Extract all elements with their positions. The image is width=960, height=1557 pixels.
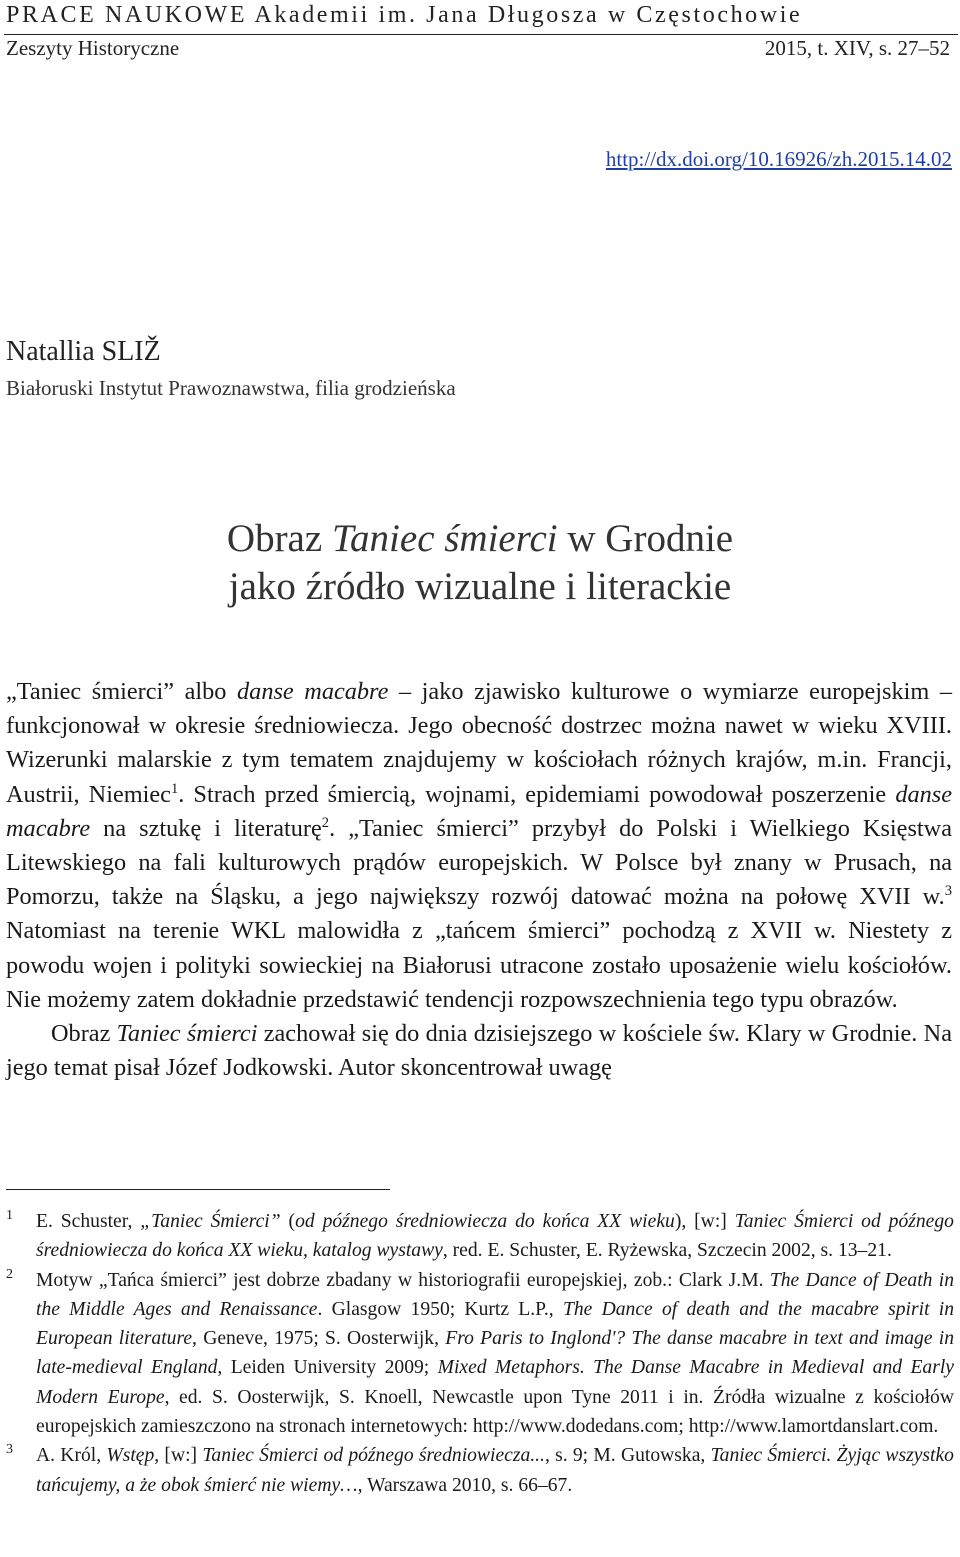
author-affiliation: Białoruski Instytut Prawoznawstwa, filia grodzieńska xyxy=(6,376,456,400)
footnote-ref-2[interactable]: 2 xyxy=(321,814,330,831)
footnote-3: 3 A. Król, Wstęp, [w:] Taniec Śmierci od późnego średniowiecza..., s. 9; M. Gutowska, Taniec Śmierci. Żyjąc wszystko tańcujemy, a że obok śmierć nie wiemy…, Warszawa 2010, s. 66–67. xyxy=(6,1441,954,1500)
title-line-2: jako źródło wizualne i literackie xyxy=(228,565,732,608)
paragraph-2: Obraz Taniec śmierci zachował się do dnia dzisiejszego w kościele św. Klary w Grodnie. Na jego temat pisał Józef Jodkowski. Autor skoncentrował uwagę xyxy=(6,1020,952,1082)
footnote-number: 2 xyxy=(6,1266,13,1282)
journal-name: PRACE NAUKOWE Akademii im. Jana Długosza w Częstochowie xyxy=(6,2,803,28)
footnote-rule xyxy=(6,1189,390,1190)
article-title xyxy=(0,515,960,611)
footnote-1: 1 E. Schuster, „Taniec Śmierci” (od późnego średniowiecza do końca XX wieku), [w:] Taniec Śmierci od późnego średniowiecza do końca XX wieku, katalog wystawy, red. E. Schuster, E. Ryżewska, Szczecin 2002, s. 13–21. xyxy=(6,1207,954,1266)
footnote-number: 1 xyxy=(6,1208,13,1223)
author-name: Natallia SLIŽ xyxy=(6,336,161,367)
series-name: Zeszyty Historyczne xyxy=(6,36,180,60)
volume-info: 2015, t. XIV, s. 27–52 xyxy=(764,36,950,60)
doi-link[interactable]: http://dx.doi.org/10.16926/zh.2015.14.02 xyxy=(605,147,952,171)
footnote-number: 3 xyxy=(6,1442,13,1458)
footnote-2: 2 Motyw „Tańca śmierci” jest dobrze zbadany w historiografii europejskiej, zob.: Clark J.M. The Dance of Death in the Middle Ages and Renaissance. Glasgow 1950; Kurtz L.P., The Dance of death and the macabre spirit in European literature, Geneve, 1975; S. Oosterwijk, Fro Paris to Inglond'? The danse macabre in text and image in late-medieval England, Leiden University 2009; Mixed Metaphors. The Danse Macabre in Medieval and Early Modern Europe, ed. S. Oosterwijk, S. Knoell, Newcastle upon Tyne 2011 i in. Źródła wizualne z kościołów europejskich zamieszczono na stronach internetowych: http://www.dodedans.com; http://www.lamortdanslart.com. xyxy=(6,1266,954,1442)
article-body xyxy=(6,675,952,1085)
footnote-ref-3[interactable]: 3 xyxy=(944,883,952,900)
footnote-ref-1[interactable]: 1 xyxy=(170,780,179,797)
header-rule xyxy=(4,34,958,35)
footnotes xyxy=(6,1207,954,1500)
paragraph-1: „Taniec śmierci” albo danse macabre – jako zjawisko kulturowe o wymiarze europejskim – funkcjonował w okresie średniowiecza. Jego obecność dostrzec można nawet w wieku XVIII. Wizerunki malarskie z tym tematem znajdujemy w kościołach różnych krajów, m.in. Francji, Austrii, Niemiec$^1$. Strach przed śmiercią, wojnami, epidemiami powodował poszerzenie danse macabre na sztukę i literaturę$^2$. „Taniec śmierci” przybył do Polski i Wielkiego Księstwa Litewskiego na fali kulturowych prądów europejskich. W Polsce był znany w Prusach, na Pomorzu, także na Śląsku, a jego największy rozwój datować można na połowę XVII w.$^3$ Natomiast na terenie WKL malowidła z „tańcem śmierci” pochodzą z XVII w. Niestety z powodu wojen i polityki sowieckiej na Białorusi utracone zostało uposażenie wielu kościołów. Nie możemy zatem dokładnie przedstawić tendencji rozpowszechnienia tego typu obrazów. xyxy=(6,678,952,1013)
title-line-1: Obraz Taniec śmierci w Grodnie xyxy=(226,517,734,560)
